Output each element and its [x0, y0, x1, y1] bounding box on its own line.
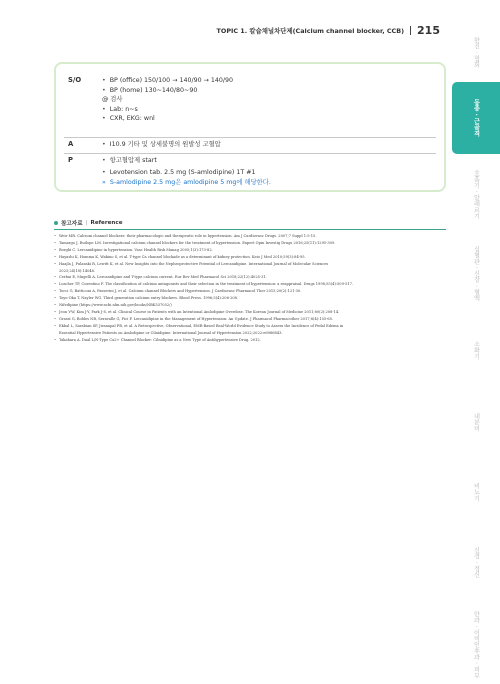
reference-item: • Jeon Y-W, Kim J-Y, Park J-S, et al. Clinical Course in Patients with an Intentional Amlodipine Overdose. The Korean Journal of Medicine 2011;80(2):208-14. — [54, 309, 446, 316]
soap-row-s-o — [64, 74, 436, 137]
reference-item: • Haajla J, Pulanski R, Lewitt K, et al. New Insights into the Nephroprotective Potential of Lercanidipine. International Journal of Molecular Sciences — [54, 261, 446, 268]
soap-line: • Levotension tab. 2.5 mg (S-amlodipine) 1T #1 — [102, 168, 436, 178]
reference-list — [54, 233, 446, 344]
soap-line: • I10.9 기타 및 상세불명의 원발성 고혈압 — [102, 140, 436, 150]
header-divider — [410, 26, 411, 35]
chapter-tab-label: 호흡기 · 알레르기 — [472, 170, 480, 220]
chapter-tab[interactable] — [452, 605, 500, 684]
chapter-tab-label: 소화기 — [472, 340, 480, 360]
soap-line: • Lab: n~s — [102, 105, 436, 115]
chapter-tab[interactable] — [452, 30, 500, 75]
topic-title: TOPIC 1. 칼슘채널차단제(Calcium channel blocker, CCB) — [216, 27, 405, 35]
soap-card — [54, 62, 446, 192]
reference-item: • Takahara A. Dual L/N-Type Ca2+ Channel Blocker: Cilnidipine as a New Type of Antihypertensive Drug. 2012. — [54, 337, 446, 344]
chapter-tab[interactable] — [452, 82, 500, 154]
reference-item: • Borghi C. Lercanidipine in hypertension. Vasc Health Risk Manag 2005;1(3):173-82. — [54, 247, 446, 254]
soap-value — [90, 153, 436, 191]
chapter-tab[interactable] — [452, 160, 500, 230]
reference-dot-icon — [54, 221, 58, 225]
page-header — [217, 24, 440, 37]
reference-item: • Tamargo J, Ruilope LM. Investigational calcium channel blockers for the treatment of hypertension. Expert Opin Investig Drugs 2016;25(11):1295-309. — [54, 240, 446, 247]
soap-line: » S-amlodipine 2.5 mg은 amlodipine 5 mg에 해당한다. — [102, 178, 436, 188]
reference-item: Essential Hypertensive Patients on Amlodipine or Cilnidipine. International Journal of Hypertension 2022;2022:e6966843. — [59, 330, 283, 335]
reference-item: • Nifedipine (https://www.ncbi.nlm.nih.gov/books/NBK537052/) — [54, 302, 446, 309]
soap-table — [64, 74, 436, 191]
soap-key: A — [64, 137, 90, 153]
soap-row-a — [64, 137, 436, 153]
soap-key: S/O — [64, 74, 90, 137]
reference-item: • Hayashi K, Homma K, Wakino S, et al. T-type Ca channel blockade as a determinant of kidney protection. Keio J Med 2010;59(3):84-95. — [54, 254, 446, 261]
reference-item: • Tocci G, Batticoni A, Passerini J, et al. Calcium channel Blockers and Hypertension. J Cardiovasc Pharmacol Ther 2015;20(2):121-30. — [54, 288, 446, 295]
page-number: 215 — [417, 24, 440, 37]
reference-heading — [54, 219, 446, 227]
chapter-tab-label: 한진 · 협회 — [472, 37, 480, 68]
chapter-tab[interactable] — [452, 460, 500, 524]
reference-rule — [54, 229, 446, 230]
reference-title: 참고자료 — [61, 221, 83, 227]
soap-row-p — [64, 153, 436, 191]
chapter-tab[interactable] — [452, 238, 500, 310]
chapter-tab-label: 비뇨기 — [472, 482, 480, 502]
chapter-tab[interactable] — [452, 390, 500, 454]
soap-line: @ 검사 — [102, 96, 123, 103]
chapter-tab[interactable] — [452, 317, 500, 383]
reference-item: • Luscher TF, Cosentino F. The classification of calcium antagonists and their selection in the treatment of hypertension: a reappraisal. Drugs 1998;55(4):509-517. — [54, 281, 446, 288]
chapter-tab[interactable] — [452, 530, 500, 594]
soap-value — [90, 74, 436, 137]
reference-subtitle: Reference — [90, 220, 123, 226]
soap-line: • BP (office) 150/100 → 140/90 → 140/90 — [102, 76, 436, 86]
chapter-tab-label: 동종 · 근골격 — [472, 99, 480, 137]
reference-separator: | — [85, 220, 88, 226]
soap-line: • CXR, EKG: wnl — [102, 114, 436, 124]
reference-item: • Weir MR. Calcium channel blockers: their pharmacologic and therapeutic role in hypertension. Am J Cardiovasc Drugs. 2007;7 Suppl 1:5-15. — [54, 233, 446, 240]
soap-line: • BP (home) 130~140/80~90 — [102, 86, 436, 96]
reference-section — [54, 219, 446, 344]
reference-item: • Ekbal L, Sarabian SP, Jiranapal PB, et al. A Retrospective, Observational, EMR-Based Real-World Evidence Study to Assess the Incidence of Pedal Edema in — [54, 323, 446, 330]
soap-line: • 항고혈압제 start — [102, 156, 436, 166]
reference-item: • Grassi G, Robles NR, Seravalle G, Fici F. Lercanidipine in the Management of Hypertension: An Update. J Pharmacol Pharmacother 2017;8(4):155-65. — [54, 316, 446, 323]
reference-item: • Toyo-Oka T, Nayler WG. Third generation calcium entry blockers. Blood Press. 1996;5(4):206-208. — [54, 295, 446, 302]
soap-key: P — [68, 155, 73, 164]
soap-value — [90, 137, 436, 153]
chapter-tab-label: 안과 · 이비인후과 · 피부 — [472, 611, 480, 679]
chapter-tab-label: 신경 · 정신 — [472, 546, 480, 578]
reference-item: • Cerbai E, Mugelli A. Lercanidipine and T-type calcium current. Eur Rev Med Pharmacol Sci 2018;22(12):4025-31. — [54, 274, 446, 281]
chapter-tab-label: 심혈관 · 신장 · 혈액 — [472, 246, 480, 302]
chapter-tab-label: 내분비 — [472, 412, 480, 432]
reference-item: 2023;24(18):14048. — [59, 268, 96, 273]
